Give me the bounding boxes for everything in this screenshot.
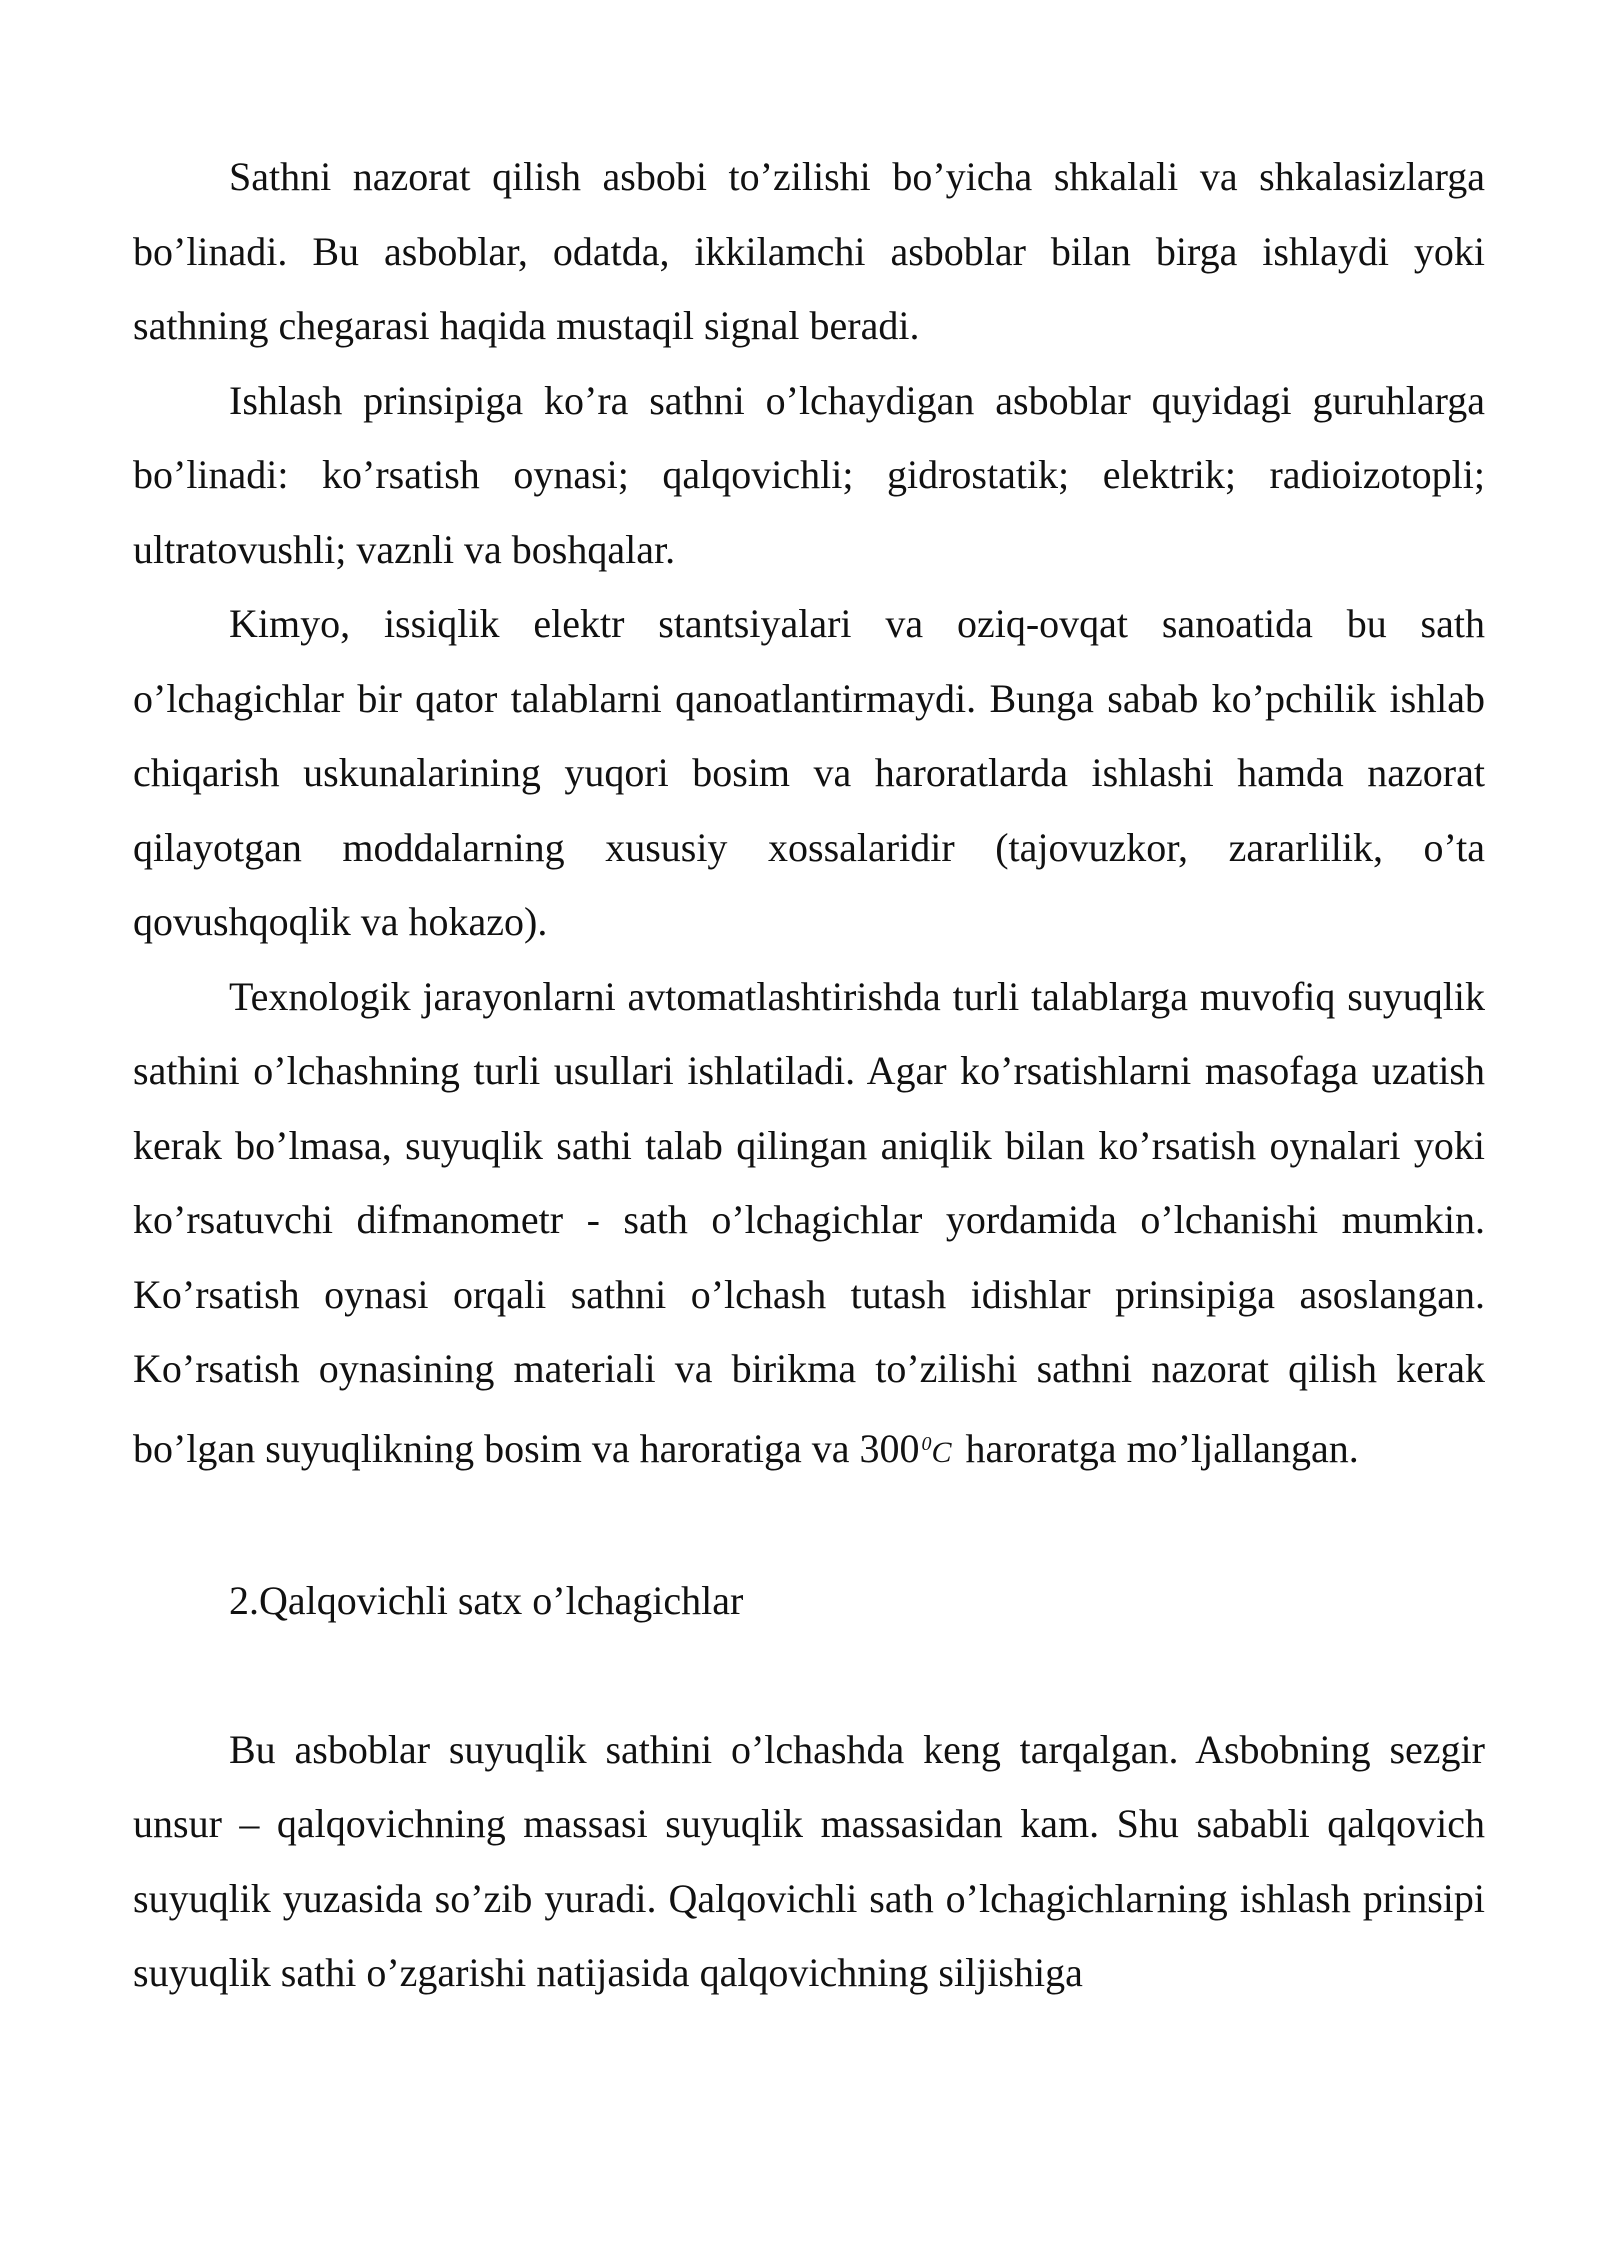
- degree-mark: 0: [921, 1432, 932, 1455]
- paragraph-level-instruments: Sathni nazorat qilish asbobi to’zilishi bo’yicha shkalali va shkalasizlarga bo’linadi. Bu asboblar, odatda, ikkilamchi asboblar bilan birga ishlaydi yoki sathning chegarasi haqida mustaqil signal beradi.: [133, 154, 1485, 348]
- paragraph-industry-requirements: Kimyo, issiqlik elektr stantsiyalari va oziq-ovqat sanoatida bu sath o’lchagichlar bir qator talablarni qanoatlantirmaydi. Bunga sabab ko’pchilik ishlab chiqarish uskunalarining yuqori bosim va haroratlarda ishlashi hamda nazorat qilayotgan moddalarning xususiy xossalaridir (tajovuzkor, zararlilik, o’ta qovushqoqlik va hokazo).: [133, 601, 1485, 944]
- paragraph-measurement-methods: [133, 960, 1485, 1491]
- document-page: [133, 140, 1485, 2011]
- unit-letter: C: [931, 1435, 952, 1469]
- section-heading: 2.Qalqovichli satx o’lchagichlar: [229, 1578, 744, 1623]
- paragraph-text-before: Texnologik jarayonlarni avtomatlashtirishda turli talablarga muvofiq suyuqlik sathini o’lchashning turli usullari ishlatiladi. Agar ko’rsatishlarni masofaga uzatish kerak bo’lmasa, suyuqlik sathi talab qilingan aniqlik bilan ko’rsatish oynalari yoki ko’rsatuvchi difmanometr - sath o’lchagichlar yordamida o’lchanishi mumkin. Ko’rsatish oynasi orqali sathni o’lchash tutash idishlar prinsipiga asoslangan. Ko’rsatish oynasining materiali va birikma to’zilishi sathni nazorat qilish kerak bo’lgan suyuqlikning bosim va haroratiga va 300: [133, 973, 1485, 1471]
- paragraph-text-after: haroratga mo’ljallangan.: [955, 1425, 1359, 1471]
- temperature-unit: [921, 1432, 952, 1469]
- paragraph-float-gauges: Bu asboblar suyuqlik sathini o’lchashda keng tarqalgan. Asbobning sezgir unsur – qalqovichning massasi suyuqlik massasidan kam. Shu sababli qalqovich suyuqlik yuzasida so’zib yuradi. Qalqovichli sath o’lchagichlarning ishlash prinsipi suyuqlik sathi o’zgarishi natijasida qalqovichning siljishiga: [133, 1726, 1485, 1995]
- paragraph-working-principle: Ishlash prinsipiga ko’ra sathni o’lchaydigan asboblar quyidagi guruhlarga bo’linadi: ko’rsatish oynasi; qalqovichli; gidrostatik; elektrik; radioizotopli; ultratovushli; vaznli va boshqalar.: [133, 377, 1485, 572]
